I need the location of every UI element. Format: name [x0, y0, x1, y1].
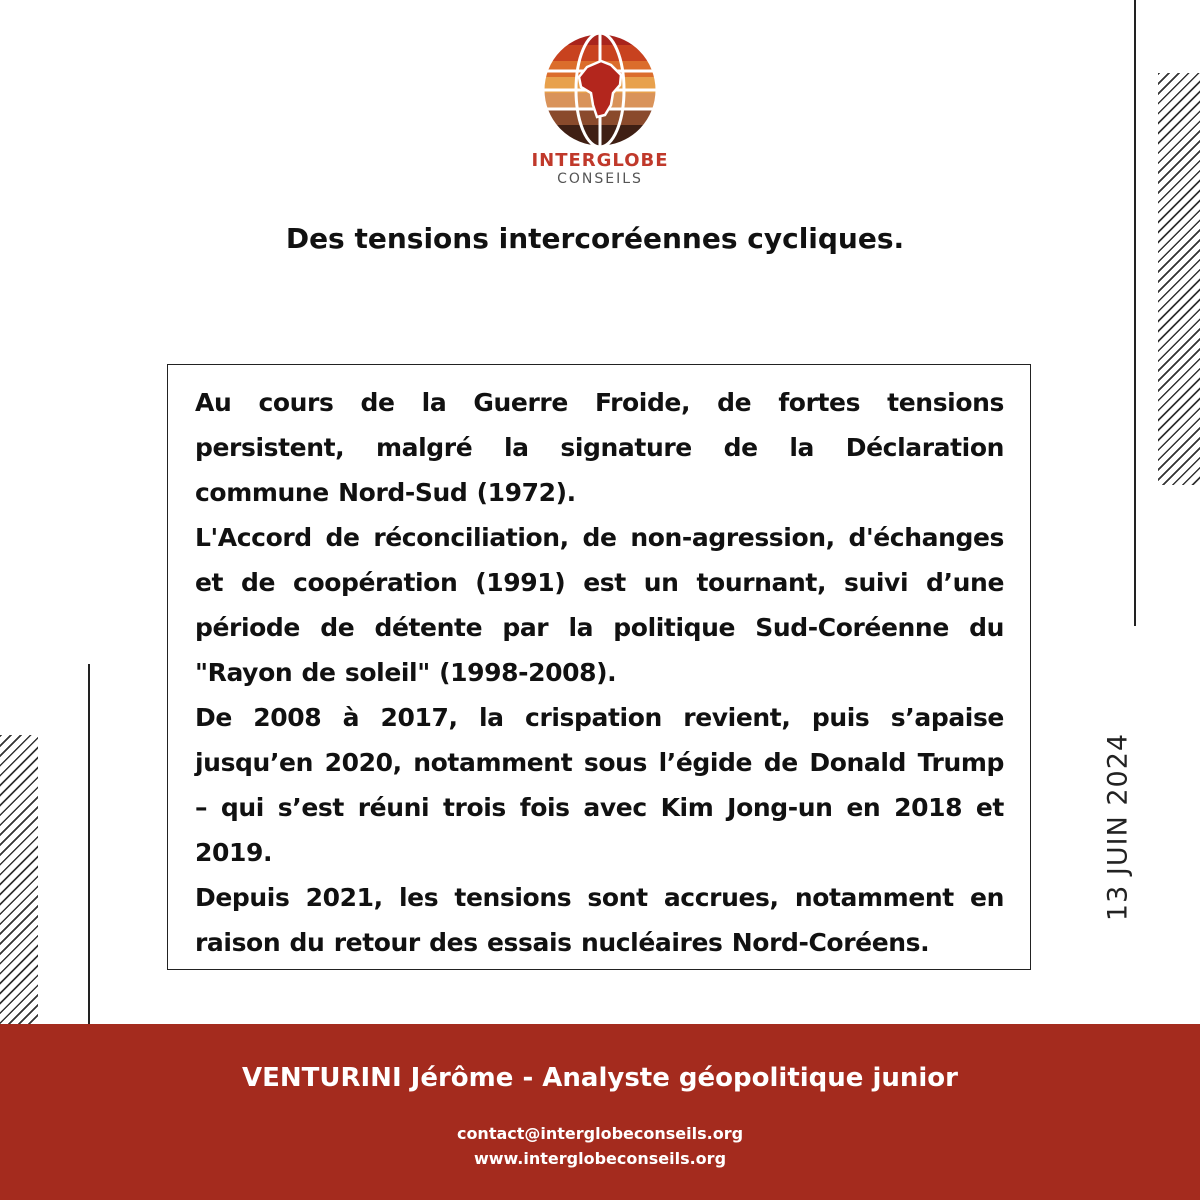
- content-box: [167, 364, 1031, 970]
- paragraph-since-2021: Depuis 2021, les tensions sont accrues, notamment en raison du retour des essais nucléaires Nord-Coréens.: [195, 883, 1004, 957]
- brand-subtitle: CONSEILS: [557, 171, 643, 187]
- website-link[interactable]: www.interglobeconseils.org: [473, 1149, 727, 1168]
- contact-email[interactable]: contact@interglobeconseils.org: [456, 1124, 744, 1143]
- globe-africa-icon: [535, 25, 665, 155]
- right-vertical-rule: [1134, 0, 1136, 626]
- right-hatch-pattern: [1158, 73, 1200, 485]
- paragraph-reconciliation: L'Accord de réconciliation, de non-agression, d'échanges et de coopération (1991) est un tournant, suivi d’une période de détente par la politique Sud-Coréenne du "Rayon de soleil" (1998-2008).: [195, 523, 1004, 687]
- author-credit: VENTURINI Jérôme - Analyste géopolitique junior: [242, 1063, 958, 1093]
- publication-date: 13 JUIN 2024: [1102, 732, 1134, 922]
- brand-name: INTERGLOBE: [531, 150, 669, 171]
- page-title: Des tensions intercoréennes cycliques.: [285, 222, 905, 255]
- paragraph-2008-2020: De 2008 à 2017, la crispation revient, puis s’apaise jusqu’en 2020, notamment sous l’égide de Donald Trump – qui s’est réuni trois fois avec Kim Jong-un en 2018 et 2019.: [195, 703, 1004, 867]
- footer-band: [0, 1024, 1200, 1200]
- paragraph-cold-war: Au cours de la Guerre Froide, de fortes tensions persistent, malgré la signature de la Déclaration commune Nord-Sud (1972).: [195, 388, 1004, 507]
